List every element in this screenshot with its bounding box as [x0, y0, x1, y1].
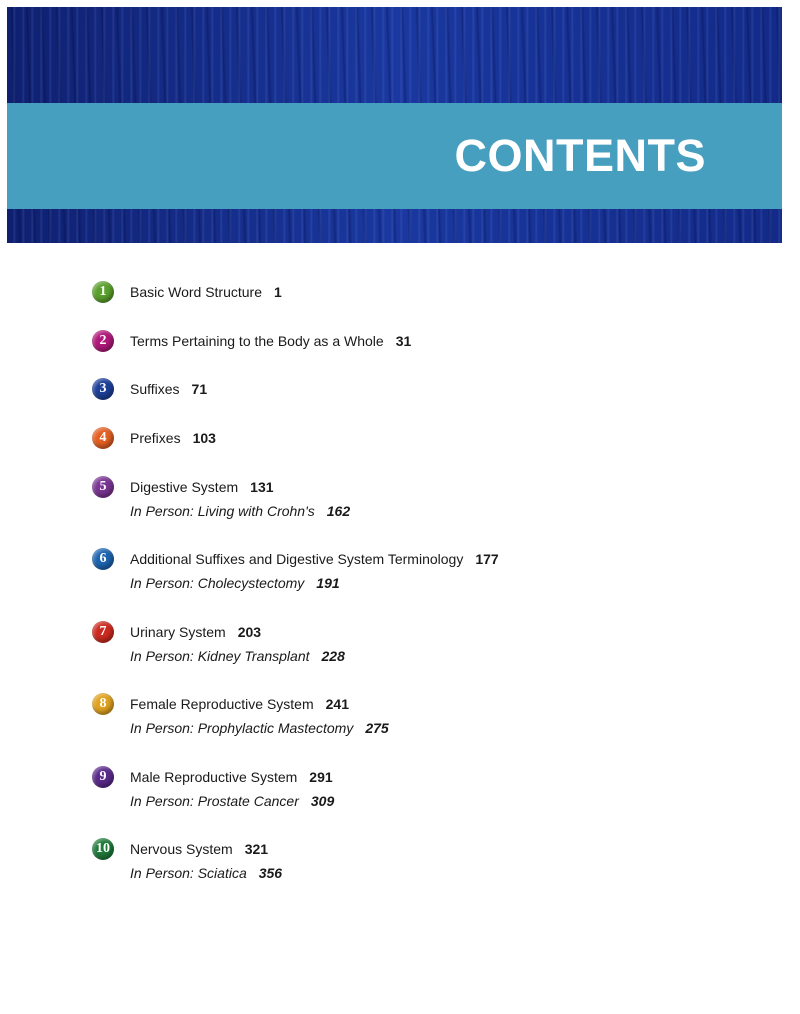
chapter-title: Prefixes [130, 430, 181, 446]
chapter-page-number: 203 [237, 624, 262, 640]
chapter-title: Urinary System [130, 624, 226, 640]
chapter-title-line [130, 377, 207, 401]
in-person-page-number: 228 [321, 648, 345, 664]
in-person-page-number: 162 [326, 503, 351, 519]
chapter-page-number: 321 [244, 841, 269, 857]
chapter-number-badge: 1 [92, 281, 114, 303]
in-person-title: In Person: Sciatica [130, 865, 247, 881]
in-person-line [130, 861, 282, 885]
chapter-title-line [130, 426, 216, 450]
in-person-line [130, 644, 345, 668]
chapter-page-number: 71 [191, 381, 208, 397]
chapter-page-number: 177 [475, 551, 499, 567]
chapter-number-badge: 10 [92, 838, 114, 860]
chapter-page-number: 241 [325, 696, 349, 712]
in-person-line [130, 789, 334, 813]
chapter-title-line [130, 280, 282, 304]
page-title: CONTENTS [454, 130, 706, 181]
chapter-title: Terms Pertaining to the Body as a Whole [130, 333, 384, 349]
chapter-title-line [130, 475, 274, 499]
in-person-page-number: 309 [310, 793, 335, 809]
in-person-title: In Person: Living with Crohn's [130, 503, 315, 519]
chapter-number-badge: 3 [92, 378, 114, 400]
chapter-title: Female Reproductive System [130, 696, 314, 712]
chapter-number-badge: 9 [92, 766, 114, 788]
chapter-page-number: 1 [274, 284, 282, 300]
in-person-page-number: 191 [316, 575, 340, 591]
chapter-title: Suffixes [130, 381, 180, 397]
in-person-page-number: 356 [258, 865, 283, 881]
chapter-page-number: 31 [395, 333, 412, 349]
title-band [7, 103, 782, 209]
chapter-page-number: 291 [309, 769, 333, 785]
chapter-page-number: 131 [250, 479, 274, 495]
chapter-number-badge: 5 [92, 476, 114, 498]
chapter-number-badge: 2 [92, 330, 114, 352]
in-person-line [130, 571, 340, 595]
chapter-page-number: 103 [192, 430, 216, 446]
chapter-title-line [130, 837, 268, 861]
chapter-title: Additional Suffixes and Digestive System Terminology [130, 551, 464, 567]
chapter-title: Male Reproductive System [130, 769, 298, 785]
header-banner [7, 7, 782, 243]
in-person-title: In Person: Prostate Cancer [130, 793, 299, 809]
chapter-number-badge: 7 [92, 621, 114, 643]
in-person-title: In Person: Kidney Transplant [130, 648, 310, 664]
in-person-line [130, 499, 350, 523]
in-person-page-number: 275 [365, 720, 389, 736]
chapter-title: Nervous System [130, 841, 233, 857]
chapter-number-badge: 6 [92, 548, 114, 570]
chapter-title-line [130, 692, 349, 716]
chapter-title-line [130, 329, 411, 353]
chapter-title-line [130, 620, 261, 644]
in-person-title: In Person: Prophylactic Mastectomy [130, 720, 354, 736]
chapter-number-badge: 8 [92, 693, 114, 715]
chapter-title-line [130, 765, 333, 789]
in-person-line [130, 716, 389, 740]
chapter-title: Basic Word Structure [130, 284, 263, 300]
chapter-title-line [130, 547, 499, 571]
chapter-number-badge: 4 [92, 427, 114, 449]
chapter-title: Digestive System [130, 479, 239, 495]
in-person-title: In Person: Cholecystectomy [130, 575, 305, 591]
